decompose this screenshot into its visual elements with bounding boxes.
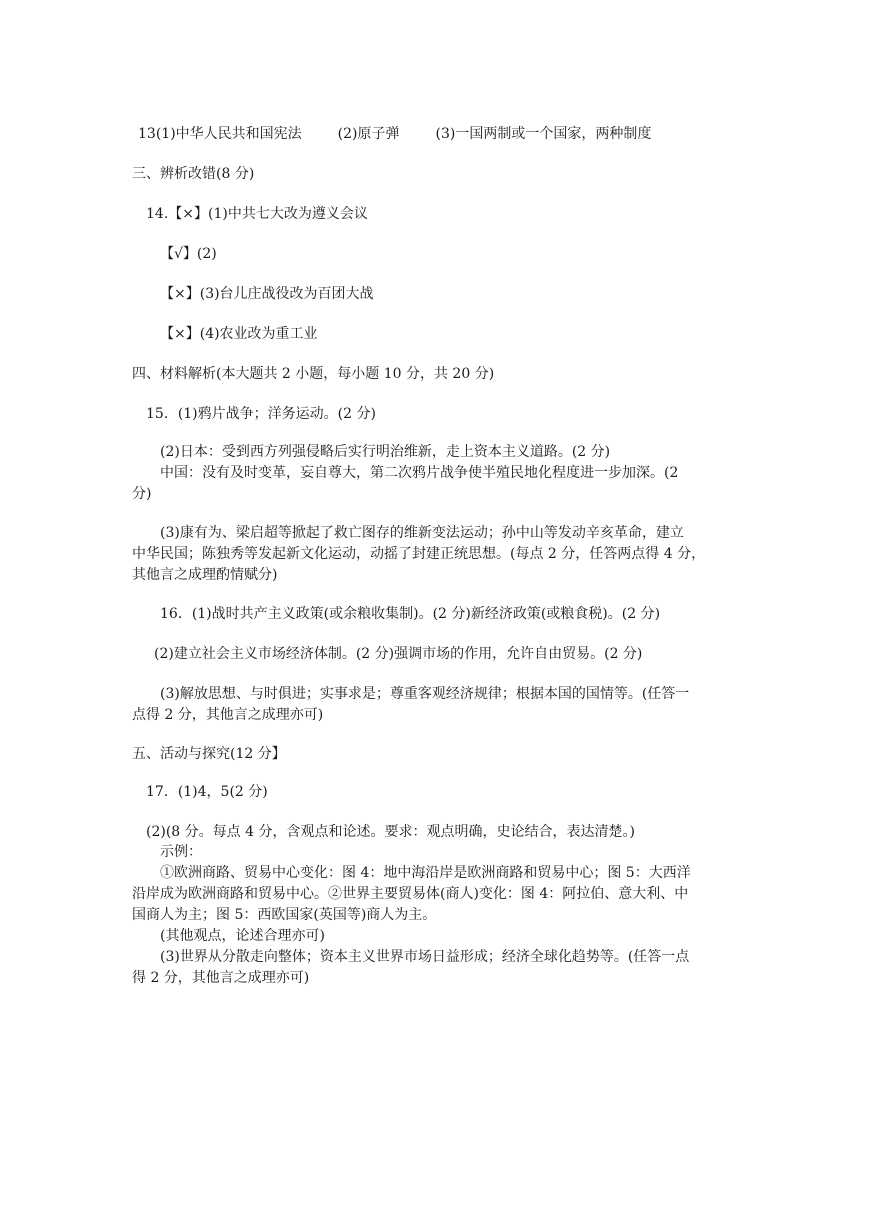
- q13-part1: (1)中华人民共和国宪法: [155, 126, 302, 142]
- q17-part2-line6: (其他观点，论述合理亦可): [160, 928, 325, 944]
- q17-part2-line5: 国商人为主；图 5：西欧国家(英国等)商人为主。: [132, 907, 437, 923]
- q13-part3: (3)一国两制或一个国家，两种制度: [435, 126, 652, 142]
- q15-part3-line3: 其他言之成理酌情赋分): [132, 567, 278, 583]
- q13-part2: (2)原子弹: [337, 126, 400, 142]
- q17-part2-line4: 沿岸成为欧洲商路和贸易中心。②世界主要贸易体(商人)变化：图 4：阿拉伯、意大利、中: [132, 886, 689, 902]
- q15-part3-line1: (3)康有为、梁启超等掀起了救亡图存的维新变法运动；孙中山等发动辛亥革命，建立: [160, 525, 684, 541]
- q13-answer: [138, 124, 651, 144]
- section4-heading: 四、材料解析(本大题共 2 小题，每小题 10 分，共 20 分): [132, 366, 495, 382]
- q17-part2-line3: ①欧洲商路、贸易中心变化：图 4：地中海沿岸是欧洲商路和贸易中心；图 5：大西洋: [160, 865, 691, 881]
- q15-part1: 15．(1)鸦片战争；洋务运动。(2 分): [146, 406, 376, 422]
- q17-part1: 17．(1)4，5(2 分): [146, 784, 268, 800]
- section3-heading: 三、辨析改错(8 分): [132, 166, 255, 182]
- q16-part3-line1: (3)解放思想、与时俱进；实事求是；尊重客观经济规律；根据本国的国情等。(任答一: [160, 686, 690, 702]
- q16-part1: 16．(1)战时共产主义政策(或余粮收集制)。(2 分)新经济政策(或粮食税)。(2 分): [160, 606, 661, 622]
- q17-part3-line1: (3)世界从分散走向整体；资本主义世界市场日益形成；经济全球化趋势等。(任答一点: [160, 949, 690, 965]
- section5-heading: 五、活动与探究(12 分】: [132, 746, 286, 762]
- q14-item2: 【√】(2): [160, 246, 217, 262]
- q17-part2-line2: 示例：: [160, 844, 202, 860]
- q17-part3-line2: 得 2 分，其他言之成理亦可): [132, 970, 310, 986]
- q14-item1: 14.【×】(1)中共七大改为遵义会议: [146, 206, 368, 222]
- q15-part2-line2: 中国：没有及时变革，妄自尊大，第二次鸦片战争使半殖民地化程度进一步加深。(2: [160, 465, 679, 481]
- q14-item4: 【×】(4)农业改为重工业: [160, 326, 318, 342]
- q16-part3-line2: 点得 2 分，其他言之成理亦可): [132, 707, 324, 723]
- q17-part2-line1: (2)(8 分。每点 4 分，含观点和论述。要求：观点明确，史论结合，表达清楚。): [146, 824, 635, 840]
- q15-part3-line2: 中华民国；陈独秀等发起新文化运动，动摇了封建正统思想。(每点 2 分，任答两点得 4 分，: [132, 546, 706, 562]
- q16-part2: (2)建立社会主义市场经济体制。(2 分)强调市场的作用，允许自由贸易。(2 分): [154, 646, 643, 662]
- q15-part2-line3: 分): [132, 486, 152, 502]
- q15-part2-line1: (2)日本：受到西方列强侵略后实行明治维新，走上资本主义道路。(2 分): [160, 444, 611, 460]
- q14-item3: 【×】(3)台儿庄战役改为百团大战: [160, 286, 374, 302]
- q13-label: 13: [138, 126, 156, 142]
